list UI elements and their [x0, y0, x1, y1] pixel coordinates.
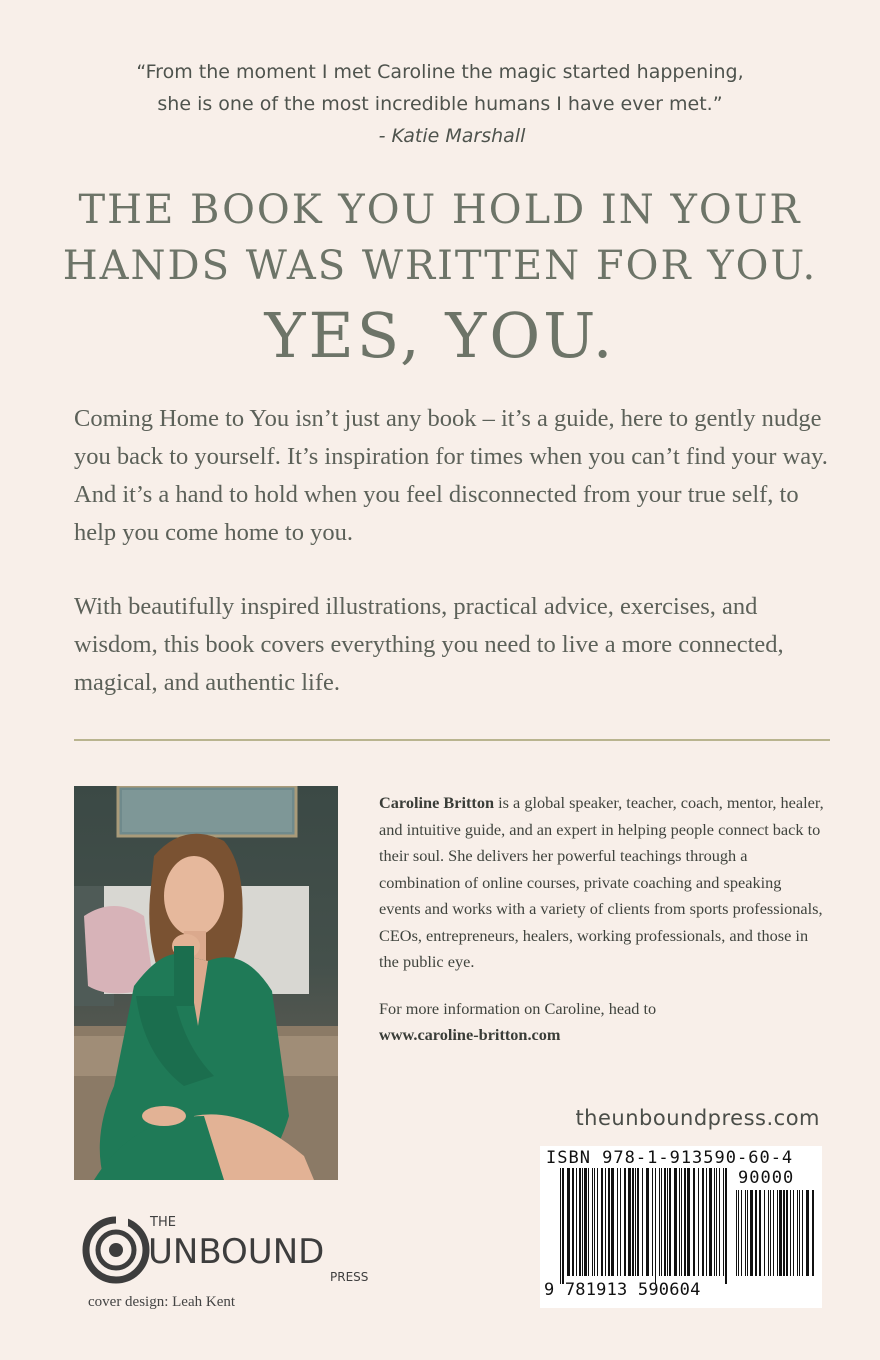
barcode-addon-bars [736, 1190, 816, 1284]
testimonial-quote [0, 56, 880, 152]
barcode-bar [741, 1190, 742, 1276]
barcode-bar [783, 1190, 785, 1276]
barcode-bar [719, 1168, 720, 1276]
ean-digits: 9 781913 590604 [544, 1280, 701, 1300]
more-info-prefix: For more information on Caroline, head to [379, 998, 657, 1018]
barcode-bar [646, 1168, 649, 1276]
barcode-bar [755, 1190, 757, 1276]
barcode-bar [579, 1168, 581, 1276]
price-code: 90000 [738, 1168, 795, 1188]
barcode-bar [799, 1190, 800, 1276]
more-info [379, 996, 824, 1049]
barcode-bar [759, 1190, 761, 1276]
barcode-bar [624, 1168, 626, 1276]
bio-body: is a global speaker, teacher, coach, mentor, healer, and intuitive guide, and an expert in helping people connect back to their soul. She delivers her powerful teachings through a combination of online courses, private coaching and speaking events and works with a variety of clients from sports professionals, CEOs, entrepreneurs, healers, working professionals, and those in the public eye. [379, 793, 824, 971]
cover-design-credit: cover design: Leah Kent [88, 1294, 236, 1310]
barcode-bar [806, 1190, 809, 1276]
barcode-bar [687, 1168, 690, 1276]
divider [74, 739, 830, 741]
barcode-bar [709, 1168, 712, 1276]
barcode-bar [601, 1168, 603, 1276]
description-paragraph-1: Coming Home to You isn’t just any book – it’s a guide, here to gently nudge you back to yourself. It’s inspiration for times when you can’t find your way. And it’s a hand to hold when you feel disconnected from your true self, to help you come home to you. [74, 405, 828, 546]
barcode-bar [706, 1168, 707, 1276]
barcode-bar [664, 1168, 666, 1276]
author-website-link[interactable]: www.caroline-britton.com [379, 1025, 561, 1044]
author-name: Caroline Britton [379, 793, 495, 812]
headline-line-2: HANDS WAS WRITTEN FOR YOU. [62, 243, 818, 289]
barcode-bar [812, 1190, 814, 1276]
barcode-bar [768, 1190, 769, 1276]
barcode-bars [560, 1168, 730, 1284]
barcode-bar [747, 1190, 748, 1276]
quote-line-1: “From the moment I met Caroline the magic started happening, [136, 61, 744, 83]
barcode-bar [560, 1168, 561, 1284]
barcode-bar [588, 1168, 589, 1276]
barcode-bar [738, 1190, 739, 1276]
spiral-icon [86, 1216, 146, 1280]
barcode-bar [716, 1168, 717, 1276]
barcode-bar [679, 1168, 680, 1276]
barcode-bar [597, 1168, 598, 1276]
barcode-bar [567, 1168, 570, 1276]
isbn-label: ISBN 978-1-913590-60-4 [546, 1148, 794, 1168]
barcode-bar [605, 1168, 606, 1276]
barcode-bar [584, 1168, 587, 1276]
barcode-bar [635, 1168, 636, 1276]
barcode-bar [617, 1168, 618, 1276]
barcode-bar [637, 1168, 639, 1276]
barcode-bar [628, 1168, 631, 1276]
barcode-bar [681, 1168, 682, 1276]
headline [0, 182, 880, 374]
barcode-bar [642, 1168, 643, 1276]
barcode-bar [674, 1168, 677, 1276]
headline-line-3: YES, YOU. [264, 299, 616, 372]
description-paragraph-2: With beautifully inspired illustrations, practical advice, exercises, and wisdom, this book covers everything you need to live a more connected, magical, and authentic life. [74, 593, 784, 696]
logo-name: UNBOUND [148, 1232, 325, 1272]
barcode-bar [655, 1168, 656, 1284]
barcode-bar [797, 1190, 798, 1276]
quote-line-2: she is one of the most incredible humans I have ever met.” [157, 93, 723, 115]
barcode-bar [632, 1168, 634, 1276]
barcode-bar [773, 1190, 774, 1276]
barcode-bar [698, 1168, 699, 1276]
barcode-bar [764, 1190, 765, 1276]
barcode-bar [620, 1168, 621, 1276]
barcode-bar [723, 1168, 724, 1276]
barcode-bar [652, 1168, 653, 1276]
author-bio [379, 790, 824, 1049]
barcode-bar [608, 1168, 610, 1276]
barcode-bar [594, 1168, 595, 1276]
barcode-bar [714, 1168, 715, 1276]
headline-line-1: THE BOOK YOU HOLD IN YOUR [78, 187, 802, 233]
barcode-bar [793, 1190, 794, 1276]
barcode-bar [592, 1168, 593, 1276]
barcode-bar [693, 1168, 695, 1276]
barcode-bar [702, 1168, 704, 1276]
barcode-bar [725, 1168, 727, 1284]
barcode-bar [572, 1168, 574, 1276]
barcode-bar [736, 1190, 737, 1276]
publisher-website-link[interactable]: theunboundpress.com [575, 1106, 820, 1130]
barcode-bar [802, 1190, 803, 1276]
barcode-bar [667, 1168, 668, 1276]
barcode-bar [684, 1168, 686, 1276]
isbn-barcode [540, 1146, 822, 1308]
barcode-bar [562, 1168, 564, 1284]
barcode-bar [669, 1168, 671, 1276]
barcode-bar [790, 1190, 791, 1276]
barcode-bar [661, 1168, 662, 1276]
author-photo [74, 786, 338, 1180]
logo-the: THE [150, 1215, 176, 1230]
quote-author: - Katie Marshall [378, 125, 526, 147]
barcode-bar [576, 1168, 577, 1276]
barcode-bar [611, 1168, 614, 1276]
barcode-bar [582, 1168, 583, 1276]
barcode-bar [786, 1190, 788, 1276]
barcode-bar [659, 1168, 660, 1276]
barcode-bar [777, 1190, 778, 1276]
barcode-bar [779, 1190, 782, 1276]
barcode-bar [745, 1190, 746, 1276]
barcode-bar [750, 1190, 753, 1276]
logo-press: PRESS [330, 1270, 369, 1284]
barcode-bar [770, 1190, 771, 1276]
bio-text [379, 790, 824, 976]
